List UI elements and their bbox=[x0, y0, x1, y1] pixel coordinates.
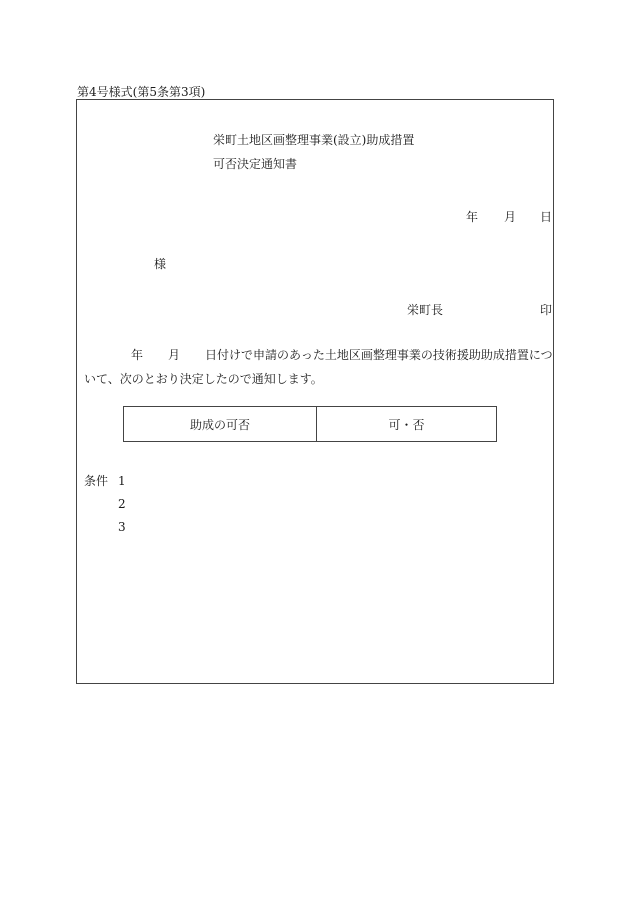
condition-item: 3 bbox=[118, 520, 126, 534]
document-frame bbox=[76, 99, 554, 684]
decision-label-cell: 助成の可否 bbox=[124, 407, 317, 441]
body-year-label: 年 bbox=[131, 348, 144, 362]
issuer-name: 栄町長 bbox=[407, 303, 444, 317]
seal-mark: 印 bbox=[540, 303, 553, 317]
body-month-label: 月 bbox=[168, 348, 181, 362]
date-year-label: 年 bbox=[466, 210, 479, 224]
addressee-honorific: 様 bbox=[154, 257, 167, 271]
condition-item: 1 bbox=[118, 474, 126, 488]
document-title-line2: 可否決定通知書 bbox=[213, 157, 298, 171]
document-title-line1: 栄町土地区画整理事業(設立)助成措置 bbox=[213, 133, 415, 147]
conditions-label: 条件 bbox=[84, 474, 109, 488]
decision-table bbox=[123, 406, 497, 442]
date-day-label: 日 bbox=[540, 210, 553, 224]
condition-item: 2 bbox=[118, 497, 126, 511]
date-month-label: 月 bbox=[504, 210, 517, 224]
decision-value-cell: 可・否 bbox=[388, 417, 425, 432]
form-number-label: 第4号様式(第5条第3項) bbox=[77, 85, 206, 99]
body-text-line2: いて、次のとおり決定したので通知します。 bbox=[84, 372, 323, 386]
body-text-line1: 日付けで申請のあった土地区画整理事業の技術援助助成措置につ bbox=[205, 348, 553, 362]
